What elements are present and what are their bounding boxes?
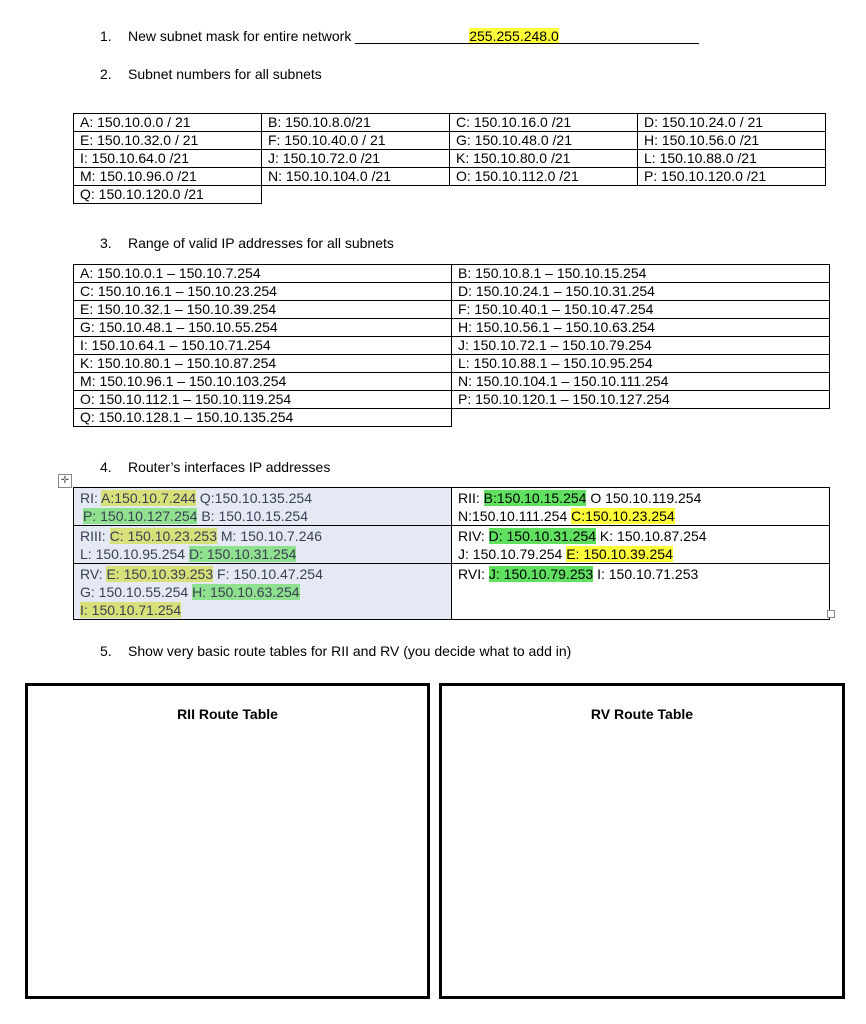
riv-iface-k: K: 150.10.87.254 [596,528,707,544]
ri-iface-b: B: 150.10.15.254 [197,508,308,524]
question-1 [100,28,699,44]
router-interfaces-table [73,487,830,620]
rii-iface-c: C:150.10.23.254 [571,508,675,524]
subnet-row [74,186,826,204]
range-row [74,355,830,373]
range-row [74,337,830,355]
range-empty-cell [452,409,830,427]
rii-route-table-title: RII Route Table [177,706,278,722]
question-4-label: Router’s interfaces IP addresses [128,459,331,475]
range-cell: N: 150.10.104.1 – 150.10.111.254 [452,373,830,391]
subnet-row [74,150,826,168]
rvi-iface-j: J: 150.10.79.253 [488,566,594,582]
rv-iface-e: E: 150.10.39.253 [106,566,214,582]
subnet-cell: J: 150.10.72.0 /21 [262,150,450,168]
subnet-numbers-table [73,113,826,204]
subnet-cell: G: 150.10.48.0 /21 [450,132,638,150]
rv-iface-g: G: 150.10.55.254 [80,584,193,600]
router-riv-cell [452,526,830,564]
riii-iface-d: D: 150.10.31.254 [189,546,297,562]
range-cell: A: 150.10.0.1 – 150.10.7.254 [74,265,452,283]
ri-iface-q: Q:150.10.135.254 [196,490,312,506]
table-resize-handle[interactable] [827,610,835,618]
riv-iface-d: D: 150.10.31.254 [488,528,597,544]
range-cell: G: 150.10.48.1 – 150.10.55.254 [74,319,452,337]
range-row [74,391,830,409]
range-cell: P: 150.10.120.1 – 150.10.127.254 [452,391,830,409]
subnet-row [74,114,826,132]
range-cell: K: 150.10.80.1 – 150.10.87.254 [74,355,452,373]
ri-iface-a: A:150.10.7.244 [101,490,196,506]
question-3-label: Range of valid IP addresses for all subnets [128,235,394,251]
question-5 [100,643,571,659]
subnet-cell: H: 150.10.56.0 /21 [638,132,826,150]
subnet-cell: B: 150.10.8.0/21 [262,114,450,132]
subnet-cell: O: 150.10.112.0 /21 [450,168,638,186]
range-cell: B: 150.10.8.1 – 150.10.15.254 [452,265,830,283]
range-cell: L: 150.10.88.1 – 150.10.95.254 [452,355,830,373]
range-cell: H: 150.10.56.1 – 150.10.63.254 [452,319,830,337]
subnet-empty-cell [262,186,450,204]
question-5-label: Show very basic route tables for RII and RV (you decide what to add in) [128,643,572,659]
riv-iface-e: E: 150.10.39.254 [566,546,673,562]
range-cell: E: 150.10.32.1 – 150.10.39.254 [74,301,452,319]
subnet-cell: D: 150.10.24.0 / 21 [638,114,826,132]
subnet-row [74,132,826,150]
question-2-number: 2. [100,66,112,82]
range-cell: M: 150.10.96.1 – 150.10.103.254 [74,373,452,391]
range-row [74,283,830,301]
subnet-empty-cell [450,186,638,204]
range-cell: D: 150.10.24.1 – 150.10.31.254 [452,283,830,301]
ri-label: RI: [80,490,102,506]
subnet-row [74,168,826,186]
rv-route-table-box[interactable] [439,683,845,999]
range-row [74,409,830,427]
riii-iface-c: C: 150.10.23.253 [109,528,217,544]
rii-iface-o: O 150.10.119.254 [586,490,702,506]
subnet-cell: F: 150.10.40.0 / 21 [262,132,450,150]
answer-blank-right [559,28,699,44]
router-riii-cell [74,526,452,564]
router-rv-cell [74,564,452,620]
subnet-cell: A: 150.10.0.0 / 21 [74,114,262,132]
range-row [74,319,830,337]
subnet-cell: L: 150.10.88.0 /21 [638,150,826,168]
ri-iface-p: P: 150.10.127.254 [83,508,198,524]
subnet-cell: E: 150.10.32.0 / 21 [74,132,262,150]
rv-iface-i: I: 150.10.71.254 [80,602,182,618]
range-row [74,265,830,283]
subnet-cell: M: 150.10.96.0 /21 [74,168,262,186]
riv-iface-j: J: 150.10.79.254 [458,546,567,562]
range-row [74,301,830,319]
subnet-cell: N: 150.10.104.0 /21 [262,168,450,186]
rv-iface-h: H: 150.10.63.254 [192,584,300,600]
router-ri-cell [74,488,452,526]
range-cell: Q: 150.10.128.1 – 150.10.135.254 [74,409,452,427]
rii-iface-b: B:150.10.15.254 [483,490,587,506]
rvi-iface-i: I: 150.10.71.253 [593,566,699,582]
range-cell: J: 150.10.72.1 – 150.10.79.254 [452,337,830,355]
subnet-cell: C: 150.10.16.0 /21 [450,114,638,132]
question-1-number: 1. [100,28,112,44]
subnet-cell: I: 150.10.64.0 /21 [74,150,262,168]
question-4 [100,459,330,475]
subnet-cell: Q: 150.10.120.0 /21 [74,186,262,204]
question-4-number: 4. [100,459,112,475]
rv-label: RV: [80,566,107,582]
question-2-label: Subnet numbers for all subnets [128,66,322,82]
range-cell: O: 150.10.112.1 – 150.10.119.254 [74,391,452,409]
question-5-number: 5. [100,643,112,659]
router-rvi-cell [452,564,830,620]
subnet-cell: K: 150.10.80.0 /21 [450,150,638,168]
question-3 [100,235,394,251]
question-2 [100,66,322,82]
range-cell: C: 150.10.16.1 – 150.10.23.254 [74,283,452,301]
riii-iface-m: M: 150.10.7.246 [216,528,323,544]
question-1-label: New subnet mask for entire network [128,28,352,44]
rvi-label: RVI: [458,566,489,582]
subnet-cell: P: 150.10.120.0 /21 [638,168,826,186]
rii-iface-n: N:150.10.111.254 [458,508,572,524]
rii-route-table-box[interactable] [25,683,430,999]
question-3-number: 3. [100,235,112,251]
table-move-handle-icon[interactable]: ✛ [58,474,72,488]
subnet-mask-answer: 255.255.248.0 [469,28,559,44]
subnet-empty-cell [638,186,826,204]
rii-label: RII: [458,490,484,506]
rv-iface-f: F: 150.10.47.254 [213,566,323,582]
range-cell: F: 150.10.40.1 – 150.10.47.254 [452,301,830,319]
riv-label: RIV: [458,528,489,544]
rv-route-table-title: RV Route Table [590,706,694,722]
range-row [74,373,830,391]
riii-label: RIII: [80,528,110,544]
answer-blank-left [355,28,469,44]
ip-ranges-table [73,264,830,427]
range-cell: I: 150.10.64.1 – 150.10.71.254 [74,337,452,355]
riii-iface-l: L: 150.10.95.254 [80,546,189,562]
router-rii-cell [452,488,830,526]
